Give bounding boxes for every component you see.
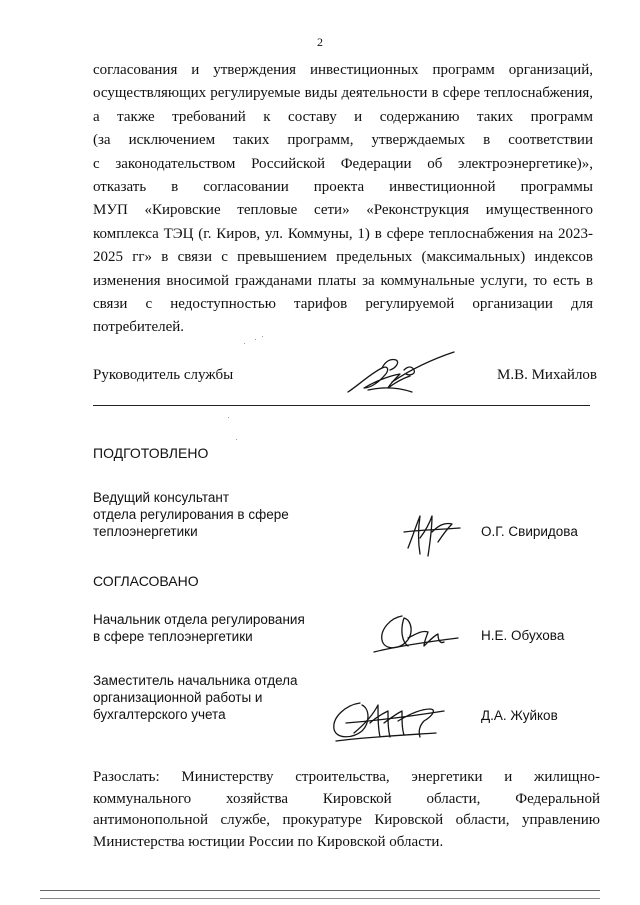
signature-divider xyxy=(93,405,590,406)
distribution-list xyxy=(93,767,600,853)
position-line: организационной работы и xyxy=(93,689,263,705)
head-signature-image xyxy=(330,348,460,404)
position-line: бухгалтерского учета xyxy=(93,706,226,722)
approved-heading: СОГЛАСОВАНО xyxy=(93,573,199,589)
head-name: М.В. Михайлов xyxy=(497,367,598,383)
distribution-line: антимонопольной службе, прокуратуре Кировской области, управлению xyxy=(93,812,600,828)
prepared-name: О.Г. Свиридова xyxy=(481,524,578,539)
scan-speck xyxy=(244,343,245,344)
distribution-line: Министерства юстиции России по Кировской области. xyxy=(93,833,444,850)
position-line: Начальник отдела регулирования xyxy=(93,612,305,627)
prepared-position xyxy=(93,490,289,540)
position-line: в сфере теплоэнергетики xyxy=(93,628,253,644)
position-line: теплоэнергетики xyxy=(93,523,198,539)
approver-signature-image xyxy=(372,608,462,656)
body-line: (за исключением таких программ, утверждаемых в соответствии xyxy=(93,132,593,149)
prepared-signature-image xyxy=(398,508,468,560)
distribution-line: Разослать: Министерству строительства, энергетики и жилищно- xyxy=(93,769,600,785)
body-line: связи с недоступностью тарифов регулируемой организации для xyxy=(93,296,593,313)
approver-position xyxy=(93,612,305,646)
position-line: Ведущий консультант xyxy=(93,490,230,505)
decision-paragraph xyxy=(93,59,593,340)
body-line: потребителей. xyxy=(93,319,185,336)
approver-name: Д.А. Жуйков xyxy=(481,708,558,723)
scan-speck xyxy=(255,339,256,340)
body-line: осуществляющих регулируемые виды деятельности в сфере теплоснабжения, xyxy=(93,85,593,102)
position-line: Заместитель начальника отдела xyxy=(93,673,298,688)
scan-speck xyxy=(228,417,229,418)
distribution-line: коммунального хозяйства Кировской области, Федеральной xyxy=(93,790,600,807)
page-number: 2 xyxy=(317,35,323,49)
head-position: Руководитель службы xyxy=(93,367,234,383)
scan-speck xyxy=(262,336,263,337)
body-line: отказать в согласовании проекта инвестиционной программы xyxy=(93,179,593,196)
position-line: отдела регулирования в сфере xyxy=(93,506,289,522)
body-line: а также требований к составу и содержанию таких программ xyxy=(93,108,593,125)
body-line: согласования и утверждения инвестиционных программ организаций, xyxy=(93,62,593,78)
approver-position xyxy=(93,673,298,723)
prepared-heading: ПОДГОТОВЛЕНО xyxy=(93,445,209,461)
approver-name: Н.Е. Обухова xyxy=(481,628,565,643)
footer-divider xyxy=(40,890,600,891)
body-line: 2025 гг» в связи с превышением предельных (максимальных) индексов xyxy=(93,249,593,266)
footer-divider xyxy=(40,898,600,899)
body-line: изменения вносимой гражданами платы за коммунальные услуги, то есть в xyxy=(93,272,593,289)
body-line: МУП «Кировские тепловые сети» «Реконструкция имущественного xyxy=(93,202,593,219)
scan-speck xyxy=(236,439,237,440)
body-line: комплекса ТЭЦ (г. Киров, ул. Коммуны, 1) в сфере теплоснабжения на 2023- xyxy=(93,225,593,242)
body-line: с законодательством Российской Федерации об электроэнергетике)», xyxy=(93,155,593,172)
approver-signature-image xyxy=(326,693,450,747)
